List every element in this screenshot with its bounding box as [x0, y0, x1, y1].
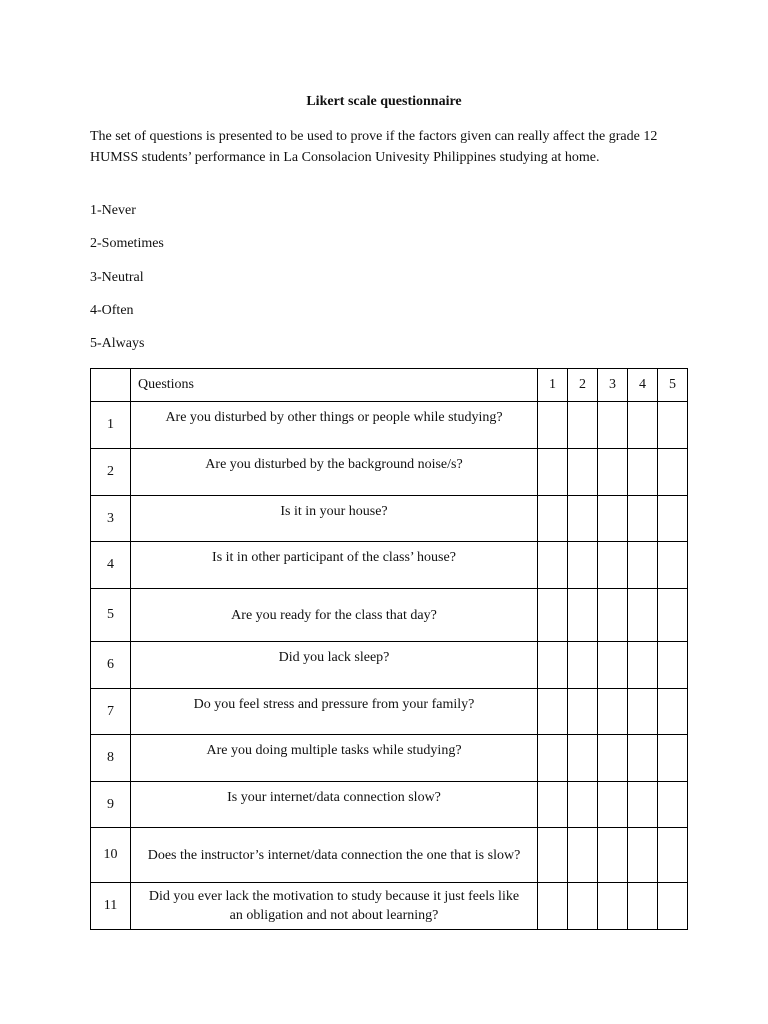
rating-cell-4[interactable] — [628, 449, 658, 496]
rating-cell-3[interactable] — [598, 589, 628, 642]
rating-cell-1[interactable] — [538, 782, 568, 828]
intro-paragraph: The set of questions is presented to be used to prove if the factors given can really affect the grade 12 HUMSS students’ performance in La Consolacion Univesity Philippines studying at home. — [90, 129, 658, 165]
rating-cell-4[interactable] — [628, 828, 658, 883]
rating-cell-2[interactable] — [568, 828, 598, 883]
question-text: Are you disturbed by the background noise/s? — [131, 449, 538, 496]
rating-cell-3[interactable] — [598, 542, 628, 589]
question-number: 3 — [91, 496, 131, 542]
rating-cell-5[interactable] — [658, 883, 688, 930]
rating-cell-2[interactable] — [568, 449, 598, 496]
rating-cell-3[interactable] — [598, 883, 628, 930]
rating-cell-1[interactable] — [538, 589, 568, 642]
rating-cell-4[interactable] — [628, 883, 658, 930]
scale-item-2: 2-Sometimes — [90, 236, 164, 252]
rating-cell-1[interactable] — [538, 735, 568, 782]
rating-cell-4[interactable] — [628, 735, 658, 782]
question-number: 4 — [91, 542, 131, 589]
rating-cell-3[interactable] — [598, 449, 628, 496]
header-scale-2: 2 — [568, 369, 598, 402]
question-text: Do you feel stress and pressure from your family? — [131, 689, 538, 735]
rating-cell-4[interactable] — [628, 689, 658, 735]
question-number: 9 — [91, 782, 131, 828]
question-text: Did you lack sleep? — [131, 642, 538, 689]
table-row — [91, 496, 688, 542]
rating-cell-4[interactable] — [628, 782, 658, 828]
rating-cell-2[interactable] — [568, 402, 598, 449]
rating-cell-1[interactable] — [538, 883, 568, 930]
scale-item-1: 1-Never — [90, 203, 136, 218]
rating-cell-2[interactable] — [568, 689, 598, 735]
rating-cell-5[interactable] — [658, 496, 688, 542]
question-text: Is your internet/data connection slow? — [131, 782, 538, 828]
rating-cell-3[interactable] — [598, 782, 628, 828]
header-scale-1: 1 — [538, 369, 568, 402]
rating-cell-5[interactable] — [658, 642, 688, 689]
rating-cell-1[interactable] — [538, 402, 568, 449]
rating-cell-5[interactable] — [658, 735, 688, 782]
rating-cell-2[interactable] — [568, 883, 598, 930]
scale-item-5: 5-Always — [90, 336, 145, 352]
question-number: 5 — [91, 589, 131, 642]
scale-item-3: 3-Neutral — [90, 269, 144, 285]
question-text: Is it in your house? — [131, 496, 538, 542]
question-text: Are you ready for the class that day? — [131, 589, 538, 642]
rating-cell-5[interactable] — [658, 782, 688, 828]
rating-cell-3[interactable] — [598, 402, 628, 449]
question-number: 8 — [91, 735, 131, 782]
question-number: 7 — [91, 689, 131, 735]
rating-cell-3[interactable] — [598, 496, 628, 542]
rating-cell-1[interactable] — [538, 828, 568, 883]
page-title: Likert scale questionnaire — [306, 94, 462, 109]
table-header-row — [91, 369, 688, 402]
question-text: Are you disturbed by other things or people while studying? — [131, 402, 538, 449]
table-row — [91, 402, 688, 449]
table-row — [91, 828, 688, 883]
header-questions: Questions — [131, 369, 538, 402]
rating-cell-3[interactable] — [598, 735, 628, 782]
rating-cell-4[interactable] — [628, 402, 658, 449]
table-row — [91, 883, 688, 930]
rating-cell-1[interactable] — [538, 496, 568, 542]
rating-cell-1[interactable] — [538, 542, 568, 589]
table-row — [91, 782, 688, 828]
rating-cell-4[interactable] — [628, 542, 658, 589]
header-scale-5: 5 — [658, 369, 688, 402]
table-row — [91, 689, 688, 735]
rating-cell-1[interactable] — [538, 689, 568, 735]
question-number: 6 — [91, 642, 131, 689]
question-text: Is it in other participant of the class’ house? — [131, 542, 538, 589]
rating-cell-5[interactable] — [658, 689, 688, 735]
scale-legend — [90, 201, 164, 367]
table-row — [91, 449, 688, 496]
rating-cell-5[interactable] — [658, 402, 688, 449]
question-number: 10 — [91, 828, 131, 883]
rating-cell-5[interactable] — [658, 449, 688, 496]
table-row — [91, 735, 688, 782]
question-text: Did you ever lack the motivation to study because it just feels like an obligation and not about learning? — [131, 883, 538, 930]
rating-cell-5[interactable] — [658, 589, 688, 642]
rating-cell-1[interactable] — [538, 642, 568, 689]
table-row — [91, 589, 688, 642]
rating-cell-2[interactable] — [568, 735, 598, 782]
question-number: 2 — [91, 449, 131, 496]
rating-cell-4[interactable] — [628, 589, 658, 642]
rating-cell-3[interactable] — [598, 828, 628, 883]
rating-cell-3[interactable] — [598, 689, 628, 735]
likert-table — [90, 368, 688, 930]
question-text: Does the instructor’s internet/data connection the one that is slow? — [131, 828, 538, 883]
header-scale-4: 4 — [628, 369, 658, 402]
question-number: 11 — [91, 883, 131, 930]
table-row — [91, 642, 688, 689]
rating-cell-4[interactable] — [628, 642, 658, 689]
header-scale-3: 3 — [598, 369, 628, 402]
rating-cell-3[interactable] — [598, 642, 628, 689]
rating-cell-2[interactable] — [568, 642, 598, 689]
rating-cell-2[interactable] — [568, 782, 598, 828]
rating-cell-2[interactable] — [568, 496, 598, 542]
scale-item-4: 4-Often — [90, 302, 134, 318]
rating-cell-2[interactable] — [568, 542, 598, 589]
rating-cell-4[interactable] — [628, 496, 658, 542]
header-number-cell — [91, 369, 131, 402]
rating-cell-5[interactable] — [658, 828, 688, 883]
table-row — [91, 542, 688, 589]
question-text: Are you doing multiple tasks while studying? — [131, 735, 538, 782]
rating-cell-5[interactable] — [658, 542, 688, 589]
rating-cell-2[interactable] — [568, 589, 598, 642]
rating-cell-1[interactable] — [538, 449, 568, 496]
question-number: 1 — [91, 402, 131, 449]
